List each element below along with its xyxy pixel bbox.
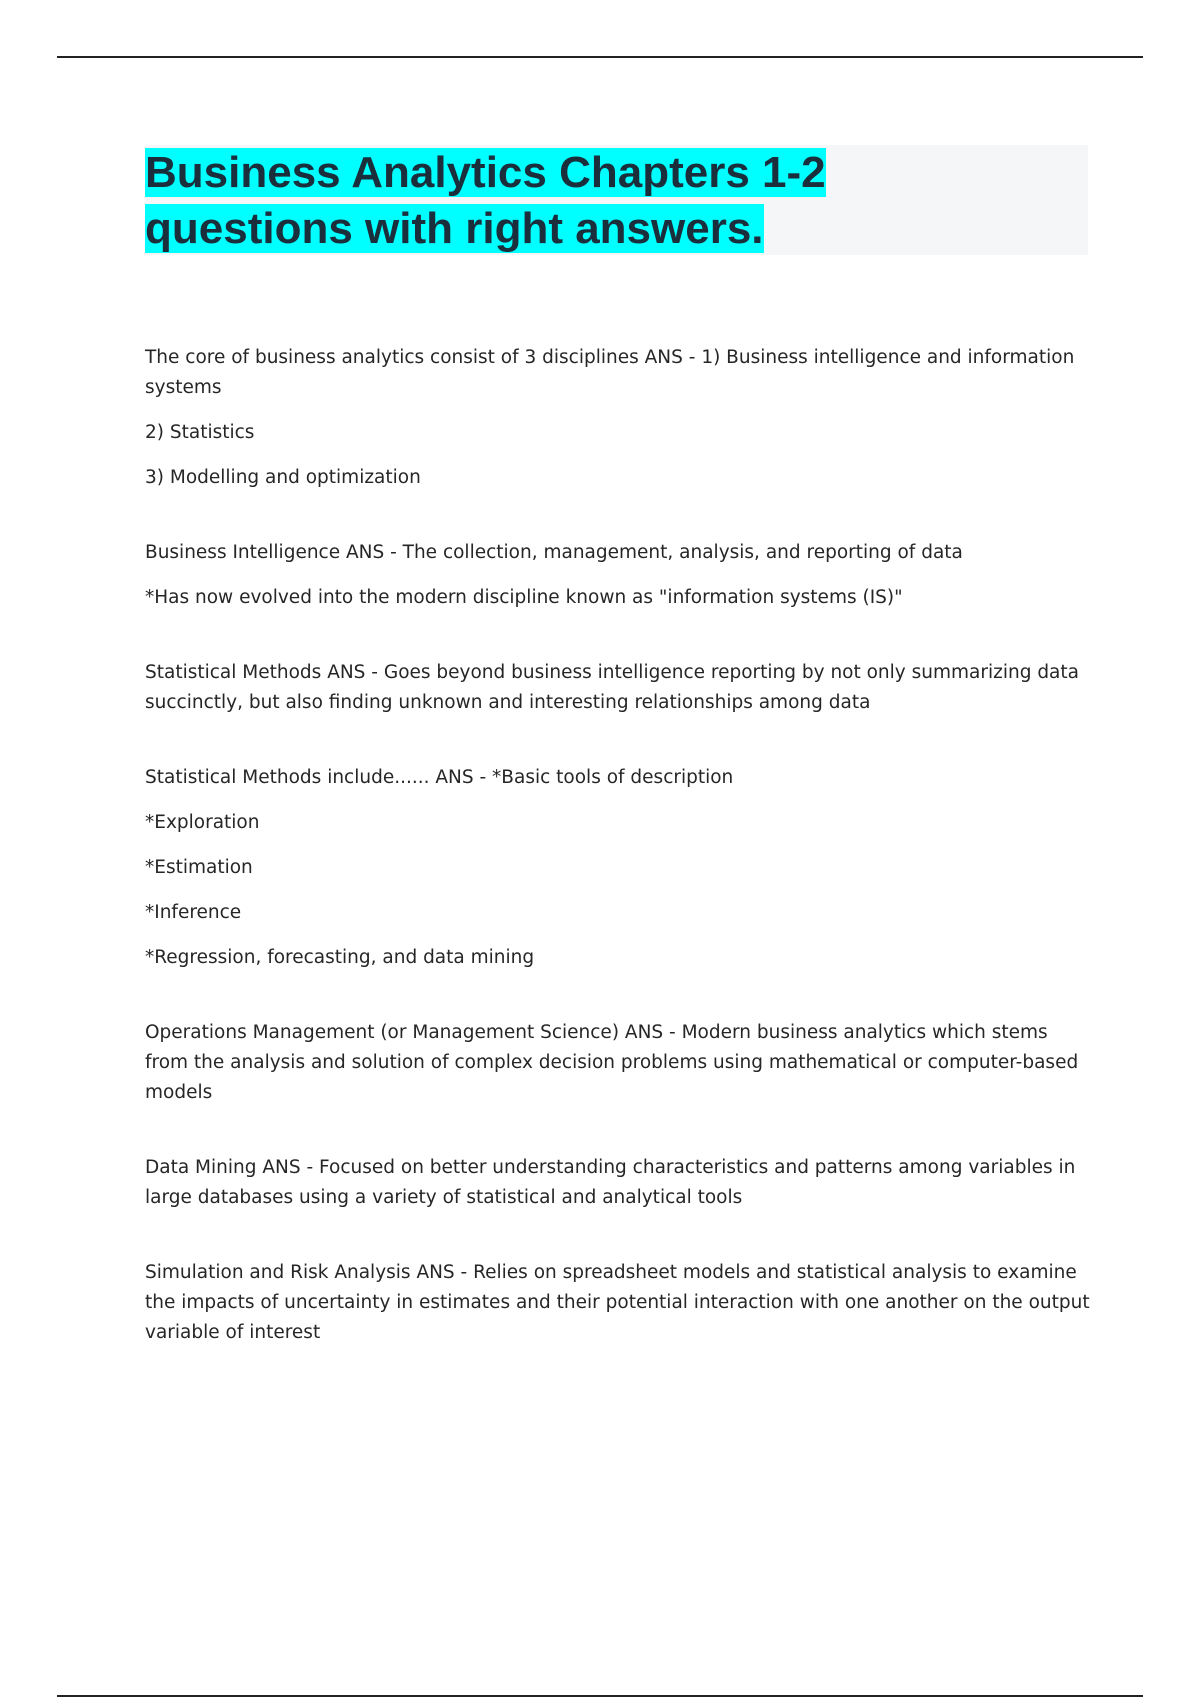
bottom-rule [57,1695,1143,1697]
entry-line: *Regression, forecasting, and data mining [145,947,535,968]
top-rule [57,56,1143,58]
document-body [145,343,1090,1363]
entry-line: Statistical Methods ANS - Goes beyond business intelligence reporting by not only summarizing data succinctly, but also finding unknown and interesting relationships among data [145,662,1079,713]
qa-entry-statistical-methods [145,658,1090,718]
entry-line: *Has now evolved into the modern discipline known as "information systems (IS)" [145,587,903,608]
qa-entry-core-disciplines [145,343,1090,493]
entry-line: Statistical Methods include...... ANS - *Basic tools of description [145,767,734,788]
entry-line: 3) Modelling and optimization [145,467,421,488]
qa-entry-business-intelligence [145,538,1090,613]
entry-line: The core of business analytics consist of 3 disciplines ANS - 1) Business intelligence and information systems [145,347,1075,398]
entry-line: *Exploration [145,812,260,833]
qa-entry-data-mining [145,1153,1090,1213]
entry-line: Data Mining ANS - Focused on better understanding characteristics and patterns among variables in large databases using a variety of statistical and analytical tools [145,1157,1076,1208]
entry-line: *Inference [145,902,242,923]
title-line-2: questions with right answers. [145,204,764,253]
entry-line: Business Intelligence ANS - The collection, management, analysis, and reporting of data [145,542,963,563]
entry-line: 2) Statistics [145,422,255,443]
qa-entry-statistical-methods-include [145,763,1090,973]
entry-line: *Estimation [145,857,253,878]
title-line-1: Business Analytics Chapters 1-2 [145,148,826,197]
qa-entry-operations-management [145,1018,1090,1108]
entry-line: Simulation and Risk Analysis ANS - Relies on spreadsheet models and statistical analysis to examine the impacts of uncertainty in estimates and their potential interaction with one another on the output variable of interest [145,1262,1090,1343]
title-block [145,145,1088,255]
page-title [145,145,1088,257]
entry-line: Operations Management (or Management Science) ANS - Modern business analytics which stems from the analysis and solution of complex decision problems using mathematical or computer-based models [145,1022,1079,1103]
qa-entry-simulation-risk-analysis [145,1258,1090,1348]
